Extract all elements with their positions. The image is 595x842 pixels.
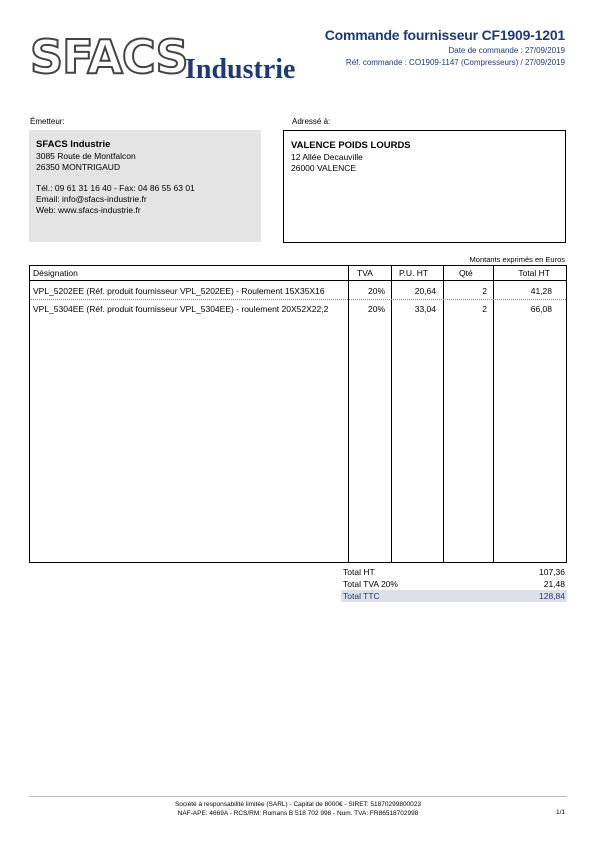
total-tva-value: 21,48 [543, 579, 565, 589]
total-ttc-label: Total TTC [343, 591, 380, 601]
column-divider [443, 266, 444, 562]
recipient-label: Adressé à: [292, 117, 331, 126]
header-designation: Désignation [33, 268, 78, 278]
row-quantity: 2 [482, 286, 487, 296]
sender-address-line2: 26350 MONTRIGAUD [36, 162, 121, 172]
footer-divider [29, 796, 567, 797]
column-divider [348, 266, 349, 562]
table-header [30, 266, 566, 281]
row-unit-price: 20,64 [414, 286, 436, 296]
total-tva-row [341, 578, 567, 590]
total-tva-label: Total TVA 20% [343, 579, 398, 589]
logo-industrie-text: Industrie [185, 54, 296, 85]
total-ht-row [341, 566, 567, 578]
footer-legal-line1: Société à responsabilité limitée (SARL) - Capital de 8000€ - SIRET: 51870299800023 [174, 801, 422, 808]
sender-label: Émetteur: [30, 117, 65, 126]
items-table [29, 265, 567, 563]
logo-sfacs-text: SFACS [30, 30, 188, 84]
total-ht-value: 107,36 [539, 567, 565, 577]
column-divider [493, 266, 494, 562]
footer [29, 800, 567, 818]
header-total: Total HT [518, 268, 550, 278]
row-tva: 20% [367, 286, 385, 296]
page-number: 1/1 [555, 809, 565, 816]
order-date: Date de commande : 27/09/2019 [448, 46, 565, 55]
recipient-address-line2: 26000 VALENCE [291, 163, 357, 173]
sender-phone: Tél.: 09 61 31 16 40 - Fax: 04 86 55 63 01 [36, 183, 195, 193]
row-total: 66,08 [530, 304, 552, 314]
total-ht-label: Total HT [343, 567, 375, 577]
row-tva: 20% [367, 304, 385, 314]
row-designation: VPL_5304EE (Réf. produit fournisseur VPL_5304EE) - roulement 20X52X22,2 [33, 304, 329, 314]
total-ttc-value: 128,84 [539, 591, 565, 601]
row-quantity: 2 [482, 304, 487, 314]
recipient-name: VALENCE POIDS LOURDS [291, 140, 411, 151]
recipient-box [283, 130, 566, 243]
document-title: Commande fournisseur CF1909-1201 [324, 27, 565, 43]
header-unit-price: P.U. HT [399, 268, 429, 278]
header-quantity: Qté [459, 268, 473, 278]
sender-box [29, 130, 261, 242]
recipient-address-line1: 12 Allée Decauville [291, 152, 363, 162]
row-total: 41,28 [530, 286, 552, 296]
order-reference: Réf. commande : CO1909-1147 (Compresseurs) / 27/09/2019 [345, 58, 565, 67]
company-logo [30, 28, 315, 88]
sender-address-line1: 3085 Route de Montfalcon [36, 151, 136, 161]
currency-note: Montants exprimés en Euros [469, 255, 565, 264]
column-divider [391, 266, 392, 562]
row-designation: VPL_5202EE (Réf. produit fournisseur VPL_5202EE) - Roulement 15X35X16 [33, 286, 325, 296]
sender-web: Web: www.sfacs-industrie.fr [36, 205, 141, 215]
totals-block [341, 566, 567, 602]
footer-legal-line2: NAF-APE: 4669A - RCS/RM: Romans B 518 702 998 - Num. TVA: FR86518702998 [177, 810, 419, 817]
total-ttc-row [341, 590, 567, 602]
sender-email: Email: info@sfacs-industrie.fr [36, 194, 147, 204]
header-tva: TVA [357, 268, 373, 278]
document-header [325, 27, 565, 67]
row-unit-price: 33,04 [414, 304, 436, 314]
sender-name: SFACS Industrie [36, 139, 111, 150]
row-separator [30, 299, 566, 300]
